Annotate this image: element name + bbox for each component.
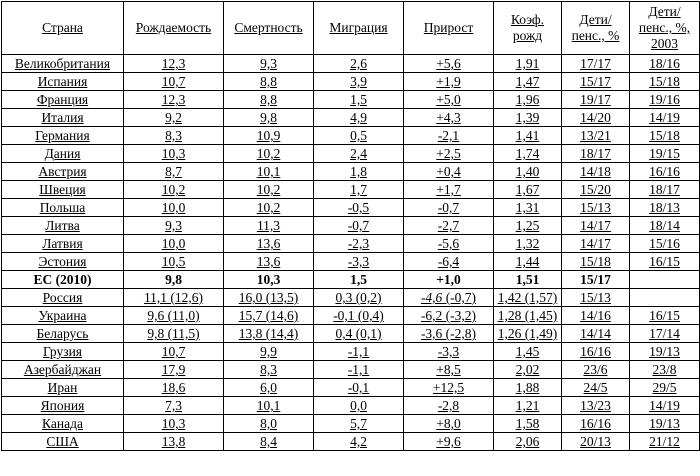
cell-death: 10,2 xyxy=(224,199,314,217)
cell-kids-2003: 23/8 xyxy=(630,361,700,379)
cell-kids-2003: 18/14 xyxy=(630,217,700,235)
cell-kids: 16/16 xyxy=(562,415,630,433)
cell-country: Франция xyxy=(2,91,124,109)
table-row xyxy=(2,415,700,433)
cell-kids: 20/13 xyxy=(562,433,630,451)
table-row xyxy=(2,55,700,73)
cell-migration: 4,2 xyxy=(314,433,404,451)
cell-country: Великобритания xyxy=(2,55,124,73)
cell-growth: +2,5 xyxy=(404,145,494,163)
cell-kids: 14/14 xyxy=(562,325,630,343)
cell-death: 10,9 xyxy=(224,127,314,145)
cell-kids: 15/13 xyxy=(562,289,630,307)
cell-birth: 9,2 xyxy=(124,109,224,127)
cell-death: 8,8 xyxy=(224,91,314,109)
cell-birth: 12,3 xyxy=(124,55,224,73)
header-kids-pensioners-2003: Дети/ пенс., %, 2003 xyxy=(630,2,700,55)
cell-growth: -2,8 xyxy=(404,397,494,415)
cell-migration: -2,3 xyxy=(314,235,404,253)
table-row xyxy=(2,127,700,145)
cell-migration: -1,1 xyxy=(314,343,404,361)
cell-birth: 13,8 xyxy=(124,433,224,451)
cell-kids-2003: 16/15 xyxy=(630,253,700,271)
cell-growth: +9,6 xyxy=(404,433,494,451)
header-death-rate: Смертность xyxy=(224,2,314,55)
cell-birth: 8,7 xyxy=(124,163,224,181)
cell-kids: 13/21 xyxy=(562,127,630,145)
cell-growth: -5,6 xyxy=(404,235,494,253)
table-row-eu-summary xyxy=(2,271,700,289)
cell-growth: -2,1 xyxy=(404,127,494,145)
cell-birth: 10,2 xyxy=(124,181,224,199)
cell-country: Азербайджан xyxy=(2,361,124,379)
cell-coef: 1,21 xyxy=(494,397,562,415)
cell-growth: +1,7 xyxy=(404,181,494,199)
header-migration: Миграция xyxy=(314,2,404,55)
table-row xyxy=(2,163,700,181)
table-row xyxy=(2,217,700,235)
cell-kids: 14/18 xyxy=(562,163,630,181)
cell-migration: 1,5 xyxy=(314,271,404,289)
cell-kids: 18/17 xyxy=(562,145,630,163)
cell-coef: 1,45 xyxy=(494,343,562,361)
header-growth: Прирост xyxy=(404,2,494,55)
cell-kids-2003: 19/13 xyxy=(630,415,700,433)
cell-coef: 1,96 xyxy=(494,91,562,109)
cell-country: Австрия xyxy=(2,163,124,181)
cell-birth: 10,3 xyxy=(124,145,224,163)
cell-birth: 10,3 xyxy=(124,415,224,433)
cell-growth: +5,6 xyxy=(404,55,494,73)
table-row xyxy=(2,253,700,271)
cell-growth: +4,3 xyxy=(404,109,494,127)
cell-kids: 14/17 xyxy=(562,235,630,253)
cell-birth: 10,5 xyxy=(124,253,224,271)
cell-kids-2003 xyxy=(630,289,700,307)
cell-country: Эстония xyxy=(2,253,124,271)
cell-kids-2003 xyxy=(630,271,700,289)
cell-death: 8,3 xyxy=(224,361,314,379)
cell-kids-2003: 19/15 xyxy=(630,145,700,163)
cell-growth: -3,3 xyxy=(404,343,494,361)
cell-birth: 10,0 xyxy=(124,235,224,253)
header-fertility-coef: Коэф. рожд xyxy=(494,2,562,55)
cell-country: Канада xyxy=(2,415,124,433)
cell-kids-2003: 19/13 xyxy=(630,343,700,361)
cell-growth-rest: (-0,7) xyxy=(442,290,477,305)
cell-death: 13,8 (14,4) xyxy=(224,325,314,343)
cell-migration: 1,8 xyxy=(314,163,404,181)
cell-birth: 9,8 (11,5) xyxy=(124,325,224,343)
cell-kids-2003: 16/15 xyxy=(630,307,700,325)
cell-coef: 1,41 xyxy=(494,127,562,145)
cell-migration: 2,6 xyxy=(314,55,404,73)
cell-coef: 1,47 xyxy=(494,73,562,91)
demographics-table xyxy=(1,1,700,451)
cell-growth-italic: -4,6 xyxy=(420,290,443,305)
cell-birth: 10,7 xyxy=(124,343,224,361)
cell-coef: 1,67 xyxy=(494,181,562,199)
cell-kids-2003: 14/19 xyxy=(630,109,700,127)
cell-growth: -0,7 xyxy=(404,199,494,217)
cell-migration: 1,7 xyxy=(314,181,404,199)
cell-kids-2003: 18/13 xyxy=(630,199,700,217)
cell-migration: 0,3 (0,2) xyxy=(314,289,404,307)
cell-kids: 15/17 xyxy=(562,271,630,289)
cell-coef: 1,26 (1,49) xyxy=(494,325,562,343)
cell-growth: -3,6 (-2,8) xyxy=(404,325,494,343)
table-row xyxy=(2,73,700,91)
cell-kids: 14/17 xyxy=(562,217,630,235)
cell-kids-2003: 18/16 xyxy=(630,55,700,73)
table-row xyxy=(2,325,700,343)
cell-growth: +1,0 xyxy=(404,271,494,289)
cell-birth: 9,3 xyxy=(124,217,224,235)
cell-coef: 1,51 xyxy=(494,271,562,289)
cell-country: Грузия xyxy=(2,343,124,361)
table-row xyxy=(2,307,700,325)
cell-kids: 16/16 xyxy=(562,343,630,361)
cell-country: ЕС (2010) xyxy=(2,271,124,289)
cell-death: 10,2 xyxy=(224,145,314,163)
cell-country: Италия xyxy=(2,109,124,127)
cell-country: Литва xyxy=(2,217,124,235)
cell-kids-2003: 15/18 xyxy=(630,127,700,145)
cell-country: Россия xyxy=(2,289,124,307)
cell-migration: 0,5 xyxy=(314,127,404,145)
cell-birth: 9,8 xyxy=(124,271,224,289)
cell-birth: 8,3 xyxy=(124,127,224,145)
cell-growth: -6,2 (-3,2) xyxy=(404,307,494,325)
cell-growth: +8,5 xyxy=(404,361,494,379)
cell-growth: -6,4 xyxy=(404,253,494,271)
cell-growth: -2,7 xyxy=(404,217,494,235)
cell-country: Дания xyxy=(2,145,124,163)
cell-country: Япония xyxy=(2,397,124,415)
header-birth-rate: Рождаемость xyxy=(124,2,224,55)
cell-death: 6,0 xyxy=(224,379,314,397)
cell-death: 16,0 (13,5) xyxy=(224,289,314,307)
table-row xyxy=(2,109,700,127)
cell-country: Польша xyxy=(2,199,124,217)
cell-birth: 7,3 xyxy=(124,397,224,415)
cell-migration: 5,7 xyxy=(314,415,404,433)
cell-kids: 14/16 xyxy=(562,307,630,325)
cell-coef: 1,32 xyxy=(494,235,562,253)
cell-kids: 23/6 xyxy=(562,361,630,379)
cell-death: 10,1 xyxy=(224,397,314,415)
cell-coef: 1,31 xyxy=(494,199,562,217)
cell-death: 8,8 xyxy=(224,73,314,91)
cell-kids-2003: 15/18 xyxy=(630,73,700,91)
cell-death: 8,4 xyxy=(224,433,314,451)
cell-coef: 1,28 (1,45) xyxy=(494,307,562,325)
cell-country: Латвия xyxy=(2,235,124,253)
cell-migration: -3,3 xyxy=(314,253,404,271)
cell-birth: 12,3 xyxy=(124,91,224,109)
cell-kids-2003: 16/16 xyxy=(630,163,700,181)
cell-kids-2003: 19/16 xyxy=(630,91,700,109)
cell-migration: 4,9 xyxy=(314,109,404,127)
cell-death: 8,0 xyxy=(224,415,314,433)
cell-migration: 0,0 xyxy=(314,397,404,415)
header-kids-pensioners: Дети/ пенс., % xyxy=(562,2,630,55)
cell-growth: +0,4 xyxy=(404,163,494,181)
cell-migration: -0,7 xyxy=(314,217,404,235)
cell-country: Швеция xyxy=(2,181,124,199)
cell-migration: 2,4 xyxy=(314,145,404,163)
table-row xyxy=(2,361,700,379)
cell-kids-2003: 14/19 xyxy=(630,397,700,415)
cell-kids: 15/18 xyxy=(562,253,630,271)
cell-migration: -1,1 xyxy=(314,361,404,379)
cell-country: Германия xyxy=(2,127,124,145)
table-row xyxy=(2,433,700,451)
cell-death: 15,7 (14,6) xyxy=(224,307,314,325)
cell-death: 10,1 xyxy=(224,163,314,181)
cell-migration: -0,1 (0,4) xyxy=(314,307,404,325)
cell-death: 9,9 xyxy=(224,343,314,361)
cell-kids: 15/20 xyxy=(562,181,630,199)
table-row xyxy=(2,289,700,307)
cell-coef: 1,74 xyxy=(494,145,562,163)
cell-coef: 1,91 xyxy=(494,55,562,73)
cell-country: Испания xyxy=(2,73,124,91)
table-row xyxy=(2,397,700,415)
cell-growth: +8,0 xyxy=(404,415,494,433)
cell-kids-2003: 17/14 xyxy=(630,325,700,343)
table-row xyxy=(2,91,700,109)
cell-migration: 1,5 xyxy=(314,91,404,109)
cell-birth: 11,1 (12,6) xyxy=(124,289,224,307)
cell-coef: 2,02 xyxy=(494,361,562,379)
table-row xyxy=(2,199,700,217)
table-row xyxy=(2,379,700,397)
table-row xyxy=(2,235,700,253)
header-country: Страна xyxy=(2,2,124,55)
cell-coef: 1,42 (1,57) xyxy=(494,289,562,307)
cell-growth: +12,5 xyxy=(404,379,494,397)
cell-kids: 19/17 xyxy=(562,91,630,109)
table-row xyxy=(2,145,700,163)
header-row xyxy=(2,2,700,55)
cell-coef: 1,58 xyxy=(494,415,562,433)
cell-birth: 18,6 xyxy=(124,379,224,397)
cell-birth: 9,6 (11,0) xyxy=(124,307,224,325)
cell-country: Беларусь xyxy=(2,325,124,343)
cell-kids: 15/17 xyxy=(562,73,630,91)
cell-kids-2003: 18/17 xyxy=(630,181,700,199)
cell-coef: 1,88 xyxy=(494,379,562,397)
cell-kids: 17/17 xyxy=(562,55,630,73)
cell-coef: 1,39 xyxy=(494,109,562,127)
cell-death: 11,3 xyxy=(224,217,314,235)
cell-migration: -0,1 xyxy=(314,379,404,397)
cell-death: 9,8 xyxy=(224,109,314,127)
cell-migration: 3,9 xyxy=(314,73,404,91)
cell-coef: 1,25 xyxy=(494,217,562,235)
cell-death: 9,3 xyxy=(224,55,314,73)
cell-death: 13,6 xyxy=(224,235,314,253)
table-row xyxy=(2,181,700,199)
cell-kids: 14/20 xyxy=(562,109,630,127)
cell-kids-2003: 21/12 xyxy=(630,433,700,451)
cell-birth: 17,9 xyxy=(124,361,224,379)
cell-kids: 15/13 xyxy=(562,199,630,217)
cell-migration: -0,5 xyxy=(314,199,404,217)
cell-growth: +1,9 xyxy=(404,73,494,91)
cell-birth: 10,7 xyxy=(124,73,224,91)
cell-kids: 24/5 xyxy=(562,379,630,397)
cell-migration: 0,4 (0,1) xyxy=(314,325,404,343)
cell-birth: 10,0 xyxy=(124,199,224,217)
cell-growth: +5,0 xyxy=(404,91,494,109)
cell-kids-2003: 29/5 xyxy=(630,379,700,397)
table-row xyxy=(2,343,700,361)
cell-coef: 2,06 xyxy=(494,433,562,451)
cell-coef: 1,40 xyxy=(494,163,562,181)
cell-country: Иран xyxy=(2,379,124,397)
cell-country: Украина xyxy=(2,307,124,325)
cell-death: 13,6 xyxy=(224,253,314,271)
cell-kids-2003: 15/16 xyxy=(630,235,700,253)
cell-country: США xyxy=(2,433,124,451)
cell-coef: 1,44 xyxy=(494,253,562,271)
cell-death: 10,2 xyxy=(224,181,314,199)
cell-death: 10,3 xyxy=(224,271,314,289)
cell-kids: 13/23 xyxy=(562,397,630,415)
cell-growth xyxy=(404,289,494,307)
